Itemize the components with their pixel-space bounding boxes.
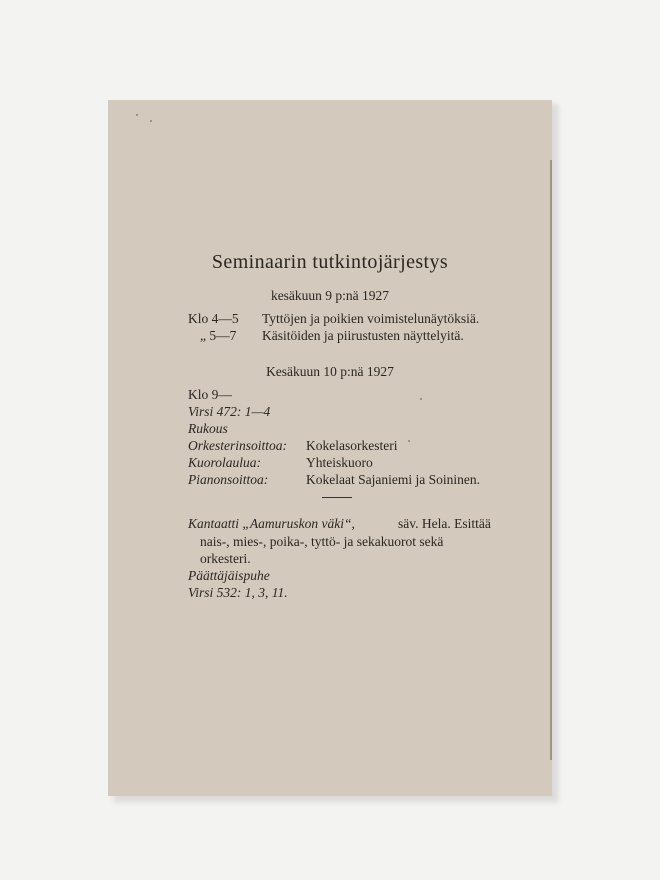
section-divider — [322, 497, 352, 498]
day1-row-1-time: Klo 4—5 — [188, 311, 239, 326]
item-label-piano: Pianonsoittoa: — [188, 472, 269, 487]
paper-speck — [420, 398, 422, 400]
cantata-performers: nais-, mies-, poika-, tyttö- ja sekakuorot sekä — [200, 534, 444, 549]
item-value-choir: Yhteiskuoro — [306, 455, 373, 470]
day1-row-1-event: Tyttöjen ja poikien voimistelunäytöksiä. — [262, 311, 480, 326]
day1-date: kesäkuun 9 p:nä 1927 — [270, 288, 390, 303]
day2-klo: Klo 9— — [188, 387, 232, 402]
item-value-orchestra: Kokelasorkesteri — [306, 438, 398, 453]
cantata-title: Kantaatti „Aamuruskon väki“, — [188, 516, 355, 531]
leaflet-title: Seminaarin tutkintojärjestys — [211, 251, 449, 273]
day2-prayer: Rukous — [188, 421, 228, 436]
cantata-orchestra: orkesteri. — [200, 551, 251, 566]
day1-row-2-event: Käsitöiden ja piirustusten näyttelyitä. — [262, 328, 464, 343]
day1-row-2-time: „ 5—7 — [200, 328, 237, 343]
item-label-orchestra: Orkesterinsoittoa: — [188, 438, 287, 453]
item-value-piano: Kokelaat Sajaniemi ja Soininen. — [306, 472, 480, 487]
cantata-composer: säv. Hela. Esittää — [398, 516, 491, 531]
closing-hymn: Virsi 532: 1, 3, 11. — [188, 585, 288, 600]
closing-speech: Päättäjäispuhe — [188, 568, 270, 583]
paper-speck — [408, 440, 410, 442]
program-leaflet — [108, 100, 552, 796]
item-label-choir: Kuorolaulua: — [188, 455, 262, 470]
day2-date: Kesäkuun 10 p:nä 1927 — [266, 364, 394, 379]
paper-speck — [150, 120, 152, 122]
paper-speck — [136, 114, 138, 116]
day2-hymn: Virsi 472: 1—4 — [188, 404, 271, 419]
